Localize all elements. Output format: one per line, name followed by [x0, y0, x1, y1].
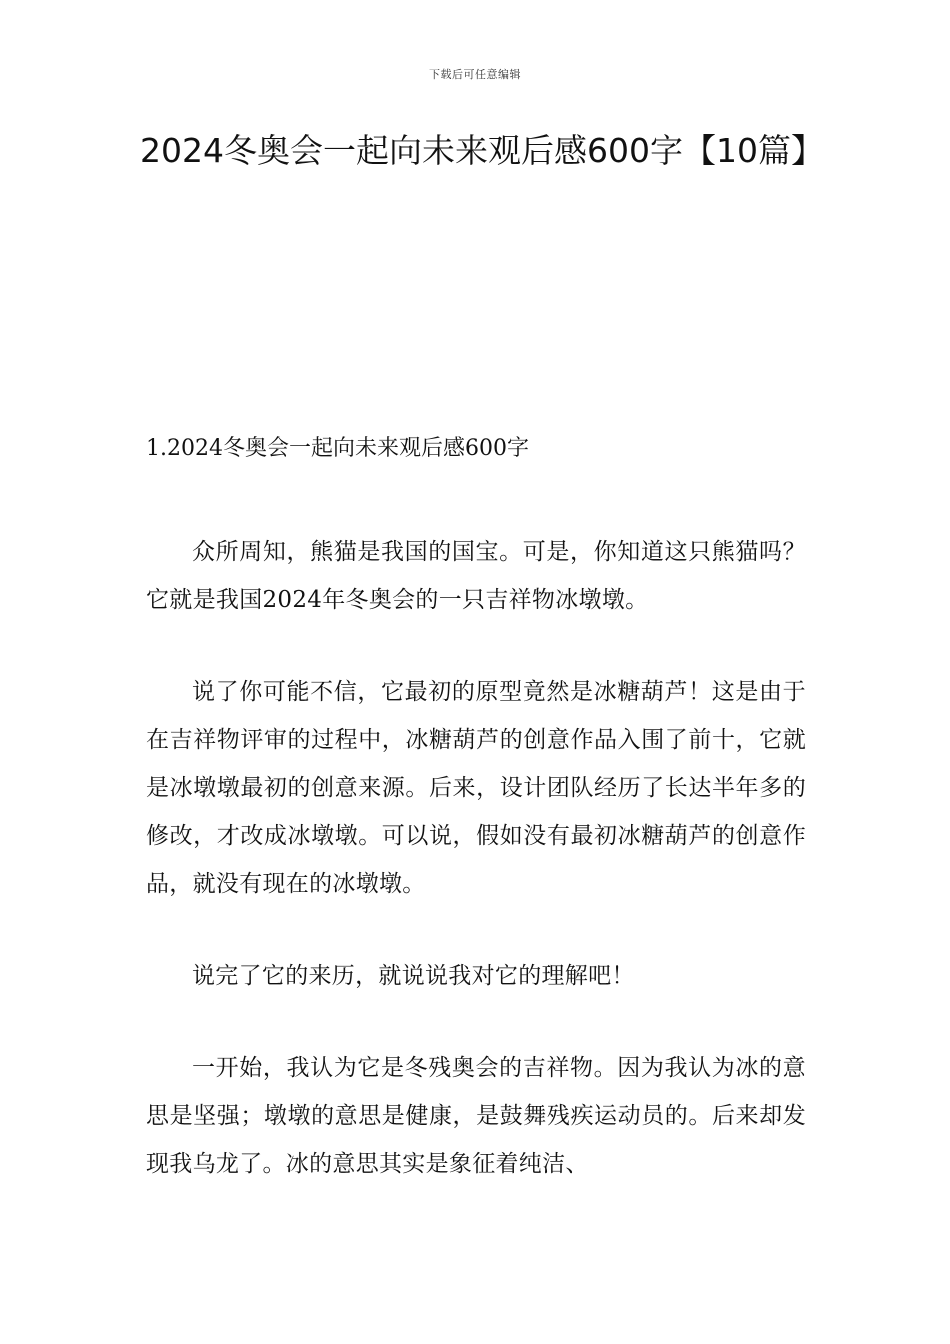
- section-heading: 1.2024冬奥会一起向未来观后感600字: [146, 436, 529, 461]
- header-note: 下载后可任意编辑: [429, 68, 521, 81]
- paragraph-4: 一开始，我认为它是冬残奥会的吉祥物。因为我认为冰的意思是坚强；墩墩的意思是健康，是鼓舞残疾运动员的。后来却发现我乌龙了。冰的意思其实是象征着纯洁、: [146, 1055, 806, 1177]
- paragraph-3: 说完了它的来历，就说说我对它的理解吧！: [192, 963, 635, 989]
- document-title: 2024冬奥会一起向未来观后感600字【10篇】: [140, 131, 824, 170]
- body-text: [146, 528, 806, 1232]
- paragraph-2: 说了你可能不信，它最初的原型竟然是冰糖葫芦！这是由于在吉祥物评审的过程中，冰糖葫芦的创意作品入围了前十，它就是冰墩墩最初的创意来源。后来，设计团队经历了长达半年多的修改，才改成冰墩墩。可以说，假如没有最初冰糖葫芦的创意作品，就没有现在的冰墩墩。: [146, 679, 806, 897]
- paragraph-1: 众所周知，熊猫是我国的国宝。可是，你知道这只熊猫吗？它就是我国2024年冬奥会的一只吉祥物冰墩墩。: [146, 539, 806, 613]
